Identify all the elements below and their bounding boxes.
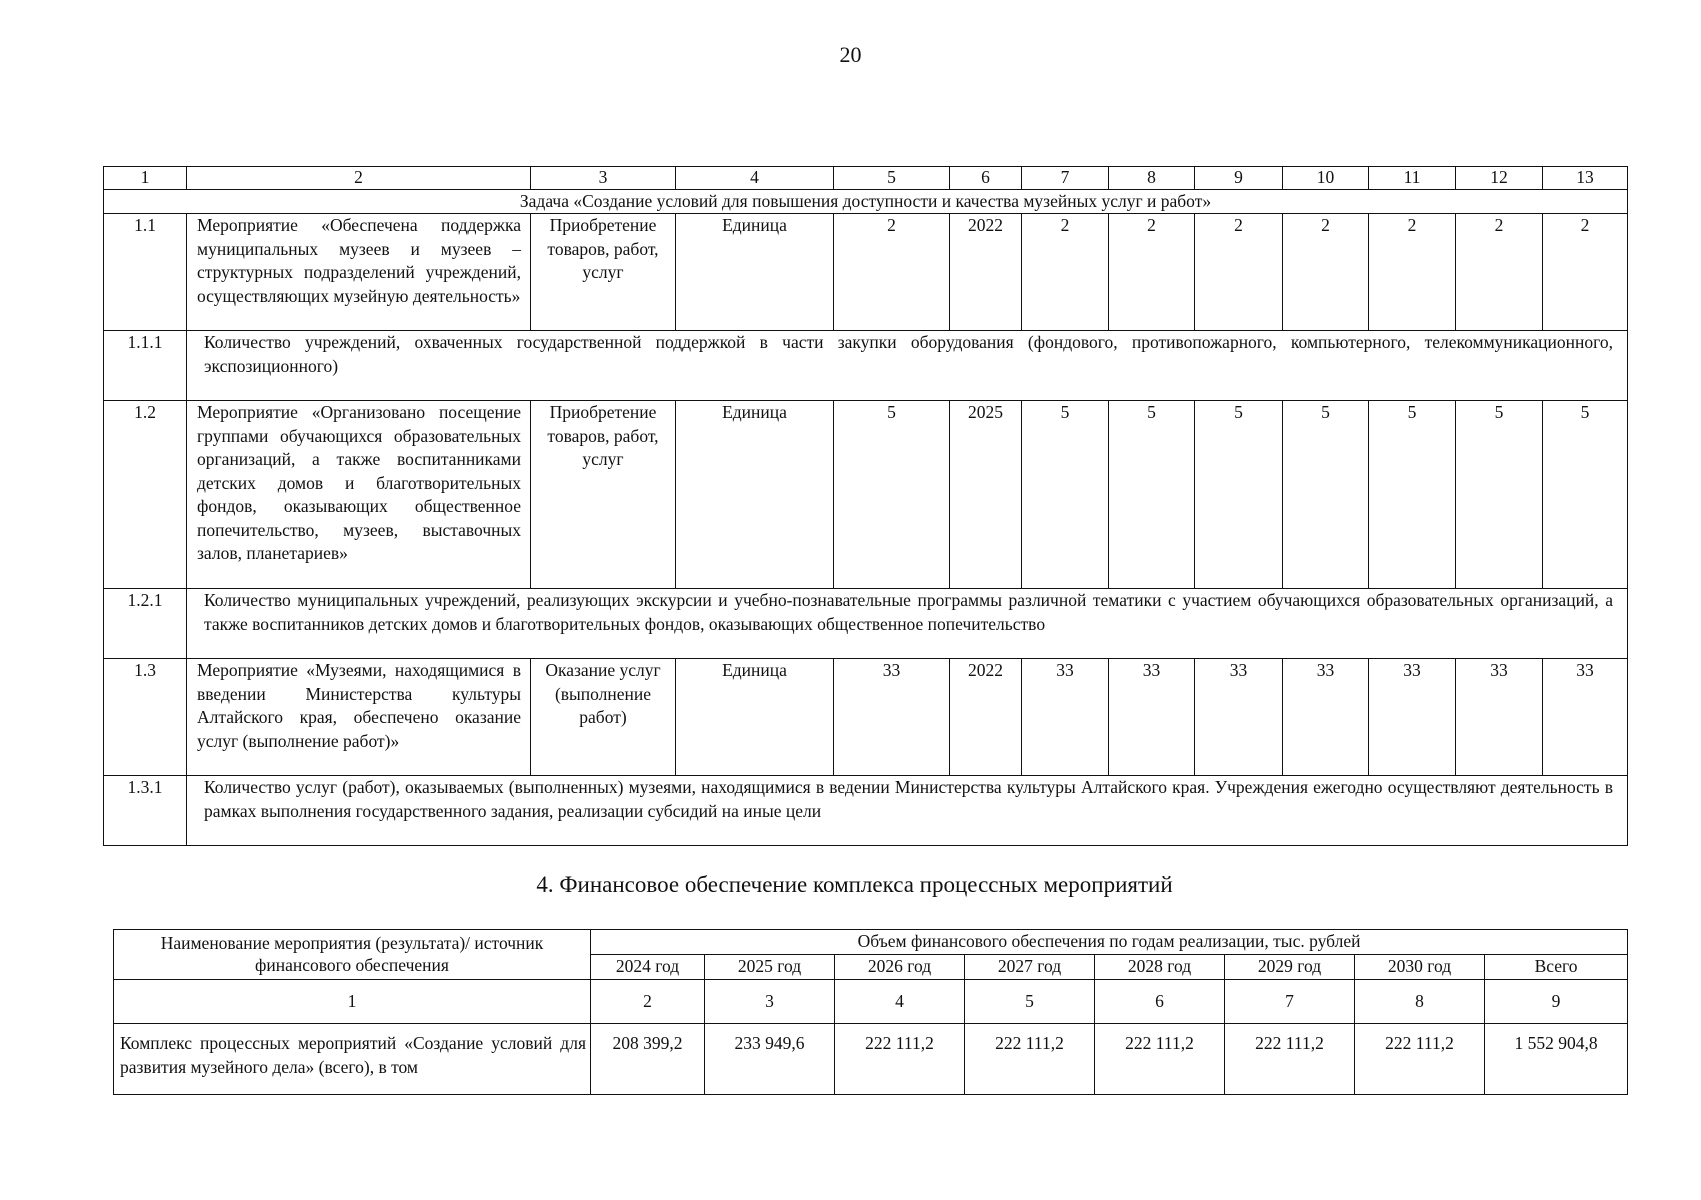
column-number: 10	[1283, 167, 1369, 190]
table-row	[114, 1024, 1628, 1095]
total-cell: 1 552 904,8	[1485, 1024, 1628, 1095]
amount-cell: 222 111,2	[1225, 1024, 1355, 1095]
indicator-description: Количество услуг (работ), оказываемых (выполненных) музеями, находящимися в ведении Министерства культуры Алтайского края. Учреждения ежегодно осуществляют деятельность в рамках выполнения государственного задания, реализации субсидий на иные цели	[187, 776, 1628, 846]
indicator-description: Количество учреждений, охваченных государственной поддержкой в части закупки оборудования (фондового, противопожарного, компьютерного, телекоммуникационного, экспозиционного)	[187, 331, 1628, 401]
amount-cell: 208 399,2	[591, 1024, 705, 1095]
amount-cell: 222 111,2	[965, 1024, 1095, 1095]
column-number: 5	[834, 167, 950, 190]
indicator-description: Количество муниципальных учреждений, реализующих экскурсии и учебно-познавательные программы различной тематики с участием обучающихся образовательных организаций, а также воспитанников детских домов и благотворительных фондов, оказывающих общественное попечительство	[187, 589, 1628, 659]
year-value: 2	[1022, 214, 1109, 331]
unit: Единица	[676, 659, 834, 776]
base-value: 2	[834, 214, 950, 331]
year-value: 2	[1543, 214, 1628, 331]
total-header: Всего	[1485, 955, 1628, 980]
year-value: 33	[1022, 659, 1109, 776]
measure-name: Мероприятие «Музеями, находящимися в введении Министерства культуры Алтайского края, обеспечено оказание услуг (выполнение работ)»	[187, 659, 531, 776]
column-number: 6	[1095, 980, 1225, 1024]
year-value: 2	[1109, 214, 1195, 331]
row-number: 1.1.1	[104, 331, 187, 401]
section-title: 4. Финансовое обеспечение комплекса процессных мероприятий	[536, 872, 1173, 897]
row-number: 1.3	[104, 659, 187, 776]
column-number: 1	[104, 167, 187, 190]
column-number: 7	[1225, 980, 1355, 1024]
year-header: 2029 год	[1225, 955, 1355, 980]
year-value: 5	[1369, 401, 1456, 589]
base-year: 2022	[950, 659, 1022, 776]
year-header: 2026 год	[835, 955, 965, 980]
unit: Единица	[676, 401, 834, 589]
row-number: 1.1	[104, 214, 187, 331]
column-number: 7	[1022, 167, 1109, 190]
column-number: 13	[1543, 167, 1628, 190]
complex-label: Комплекс процессных мероприятий «Создание условий для развития музейного дела» (всего), в том	[114, 1024, 591, 1095]
table-row	[104, 214, 1628, 331]
year-header: 2024 год	[591, 955, 705, 980]
row-number: 1.2	[104, 401, 187, 589]
header-volume: Объем финансового обеспечения по годам реализации, тыс. рублей	[591, 930, 1628, 955]
column-number: 3	[705, 980, 835, 1024]
year-header: 2030 год	[1355, 955, 1485, 980]
base-value: 33	[834, 659, 950, 776]
column-number: 5	[965, 980, 1095, 1024]
year-header: 2028 год	[1095, 955, 1225, 980]
table-row	[104, 659, 1628, 776]
task-title: Задача «Создание условий для повышения доступности и качества музейных услуг и работ»	[104, 190, 1628, 214]
column-number-row	[114, 980, 1628, 1024]
year-value: 2	[1369, 214, 1456, 331]
task-row	[104, 190, 1628, 214]
indicators-table	[103, 166, 1628, 846]
year-value: 2	[1195, 214, 1283, 331]
column-number: 9	[1485, 980, 1628, 1024]
page-number: 20	[839, 42, 862, 67]
year-value: 5	[1283, 401, 1369, 589]
year-value: 5	[1456, 401, 1543, 589]
table-row	[104, 401, 1628, 589]
base-value: 5	[834, 401, 950, 589]
column-number: 4	[835, 980, 965, 1024]
year-value: 2	[1456, 214, 1543, 331]
table-row	[104, 331, 1628, 401]
column-number: 1	[114, 980, 591, 1024]
column-number: 2	[591, 980, 705, 1024]
year-value: 5	[1022, 401, 1109, 589]
year-value: 33	[1109, 659, 1195, 776]
row-number: 1.2.1	[104, 589, 187, 659]
amount-cell: 233 949,6	[705, 1024, 835, 1095]
measure-type: Приобретение товаров, работ, услуг	[531, 214, 676, 331]
measure-type: Оказание услуг (выполнение работ)	[531, 659, 676, 776]
year-header: 2027 год	[965, 955, 1095, 980]
financing-table	[113, 929, 1628, 1095]
column-number: 6	[950, 167, 1022, 190]
measure-name: Мероприятие «Обеспечена поддержка муниципальных музеев и музеев – структурных подразделений учреждений, осуществляющих музейную деятельность»	[187, 214, 531, 331]
year-value: 33	[1543, 659, 1628, 776]
column-number: 3	[531, 167, 676, 190]
base-year: 2025	[950, 401, 1022, 589]
year-value: 33	[1195, 659, 1283, 776]
column-number: 4	[676, 167, 834, 190]
amount-cell: 222 111,2	[1095, 1024, 1225, 1095]
unit: Единица	[676, 214, 834, 331]
base-year: 2022	[950, 214, 1022, 331]
header-name-column: Наименование мероприятия (результата)/ источник финансового обеспечения	[114, 930, 591, 980]
table-row	[104, 776, 1628, 846]
year-value: 33	[1283, 659, 1369, 776]
year-value: 5	[1109, 401, 1195, 589]
column-number: 11	[1369, 167, 1456, 190]
year-header: 2025 год	[705, 955, 835, 980]
column-number: 2	[187, 167, 531, 190]
amount-cell: 222 111,2	[1355, 1024, 1485, 1095]
column-number: 8	[1355, 980, 1485, 1024]
table-row	[104, 589, 1628, 659]
row-number: 1.3.1	[104, 776, 187, 846]
year-value: 2	[1283, 214, 1369, 331]
amount-cell: 222 111,2	[835, 1024, 965, 1095]
column-number: 9	[1195, 167, 1283, 190]
measure-name: Мероприятие «Организовано посещение группами обучающихся образовательных организаций, а также воспитанниками детских домов и благотворительных фондов, оказывающих общественное попечительство, музеев, выставочных залов, планетариев»	[187, 401, 531, 589]
year-value: 33	[1369, 659, 1456, 776]
year-value: 5	[1543, 401, 1628, 589]
column-number: 8	[1109, 167, 1195, 190]
column-number: 12	[1456, 167, 1543, 190]
year-value: 33	[1456, 659, 1543, 776]
column-number-row	[104, 167, 1628, 190]
measure-type: Приобретение товаров, работ, услуг	[531, 401, 676, 589]
year-value: 5	[1195, 401, 1283, 589]
